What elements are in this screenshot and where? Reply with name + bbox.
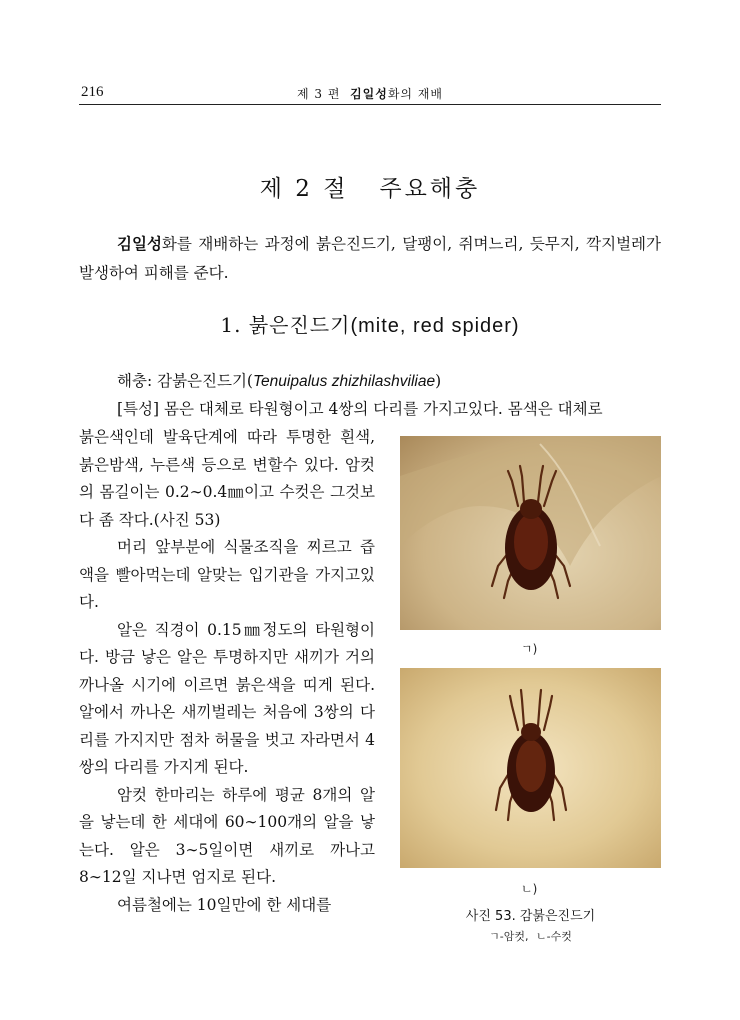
mite-male-illustration: [400, 668, 661, 868]
running-title-suffix: 화의 재배: [387, 87, 444, 101]
pest-scientific-name: Tenuipalus zhizhilashviliae: [252, 373, 436, 390]
photo-label-a: ㄱ): [521, 642, 538, 656]
pest-line: [117, 368, 677, 395]
body-column: [79, 424, 375, 919]
photo-female-mite: [400, 436, 661, 630]
photo-label-b: ㄴ): [521, 882, 538, 896]
page-number: 216: [81, 84, 104, 100]
body-paragraph: 머리 앞부분에 식물조직을 찌르고 즙액을 빨아먹는데 알맞는 입기관을 가지고있다.: [79, 538, 375, 611]
intro-paragraph: [79, 230, 661, 288]
photo-caption: 사진 53. 감붉은진드기: [465, 909, 596, 924]
body-paragraph: 알은 직경이 0.15㎜정도의 타원형이다. 방금 낳은 알은 투명하지만 새끼가 거의 까나올 시기에 이르면 붉은색을 띠게 된다. 알에서 까나온 새끼벌레는 처음에 3쌍의 다리를 가지지만 점차 허물을 벗고 자라면서 4쌍의 다리를 가지게 된다.: [79, 620, 375, 776]
running-title-crop: 김일성: [350, 87, 388, 101]
pest-close: ): [435, 372, 442, 390]
photo-male-mite: [400, 668, 661, 868]
subsection-title: [0, 309, 740, 338]
subsection-english: (mite, red spider): [350, 315, 520, 337]
photo-caption-sub: ㄱ-암컷, ㄴ-수컷: [489, 930, 572, 943]
traits-first-line: [특성] 몸은 대체로 타원형이고 4쌍의 다리를 가지고있다. 몸색은 대체로: [117, 400, 603, 418]
mite-female-illustration: [400, 436, 661, 630]
intro-crop-name: 김일성: [117, 235, 162, 253]
intro-text: 화를 재배하는 과정에 붉은진드기, 달팽이, 쥐며느리, 듯무지, 깍지벌레가 발생하여 피해를 준다.: [79, 235, 661, 282]
section-title: 제 2 절 주요해충: [259, 176, 481, 202]
body-paragraph: 여름철에는 10일만에 한 세대를: [117, 895, 332, 914]
running-title: [79, 85, 661, 102]
page-header: [79, 84, 661, 105]
pest-label: 해충: 감붉은진드기(: [117, 372, 253, 390]
subsection-prefix: 1. 붉은진드기: [220, 313, 351, 337]
body-paragraph: 붉은색인데 발육단계에 따라 투명한 흰색, 붉은밤색, 누른색 등으로 변할수 있다. 암컷의 몸길이는 0.2∼0.4㎜이고 수컷은 그것보다 좀 작다.(사진 53): [79, 428, 375, 529]
running-title-part: 제 3 편: [296, 87, 341, 101]
body-paragraph: 암컷 한마리는 하루에 평균 8개의 알을 낳는데 한 세대에 60∼100개의 알을 낳는다. 알은 3∼5일이면 새끼로 까나고 8∼12일 지나면 엄지로 된다.: [79, 785, 375, 886]
